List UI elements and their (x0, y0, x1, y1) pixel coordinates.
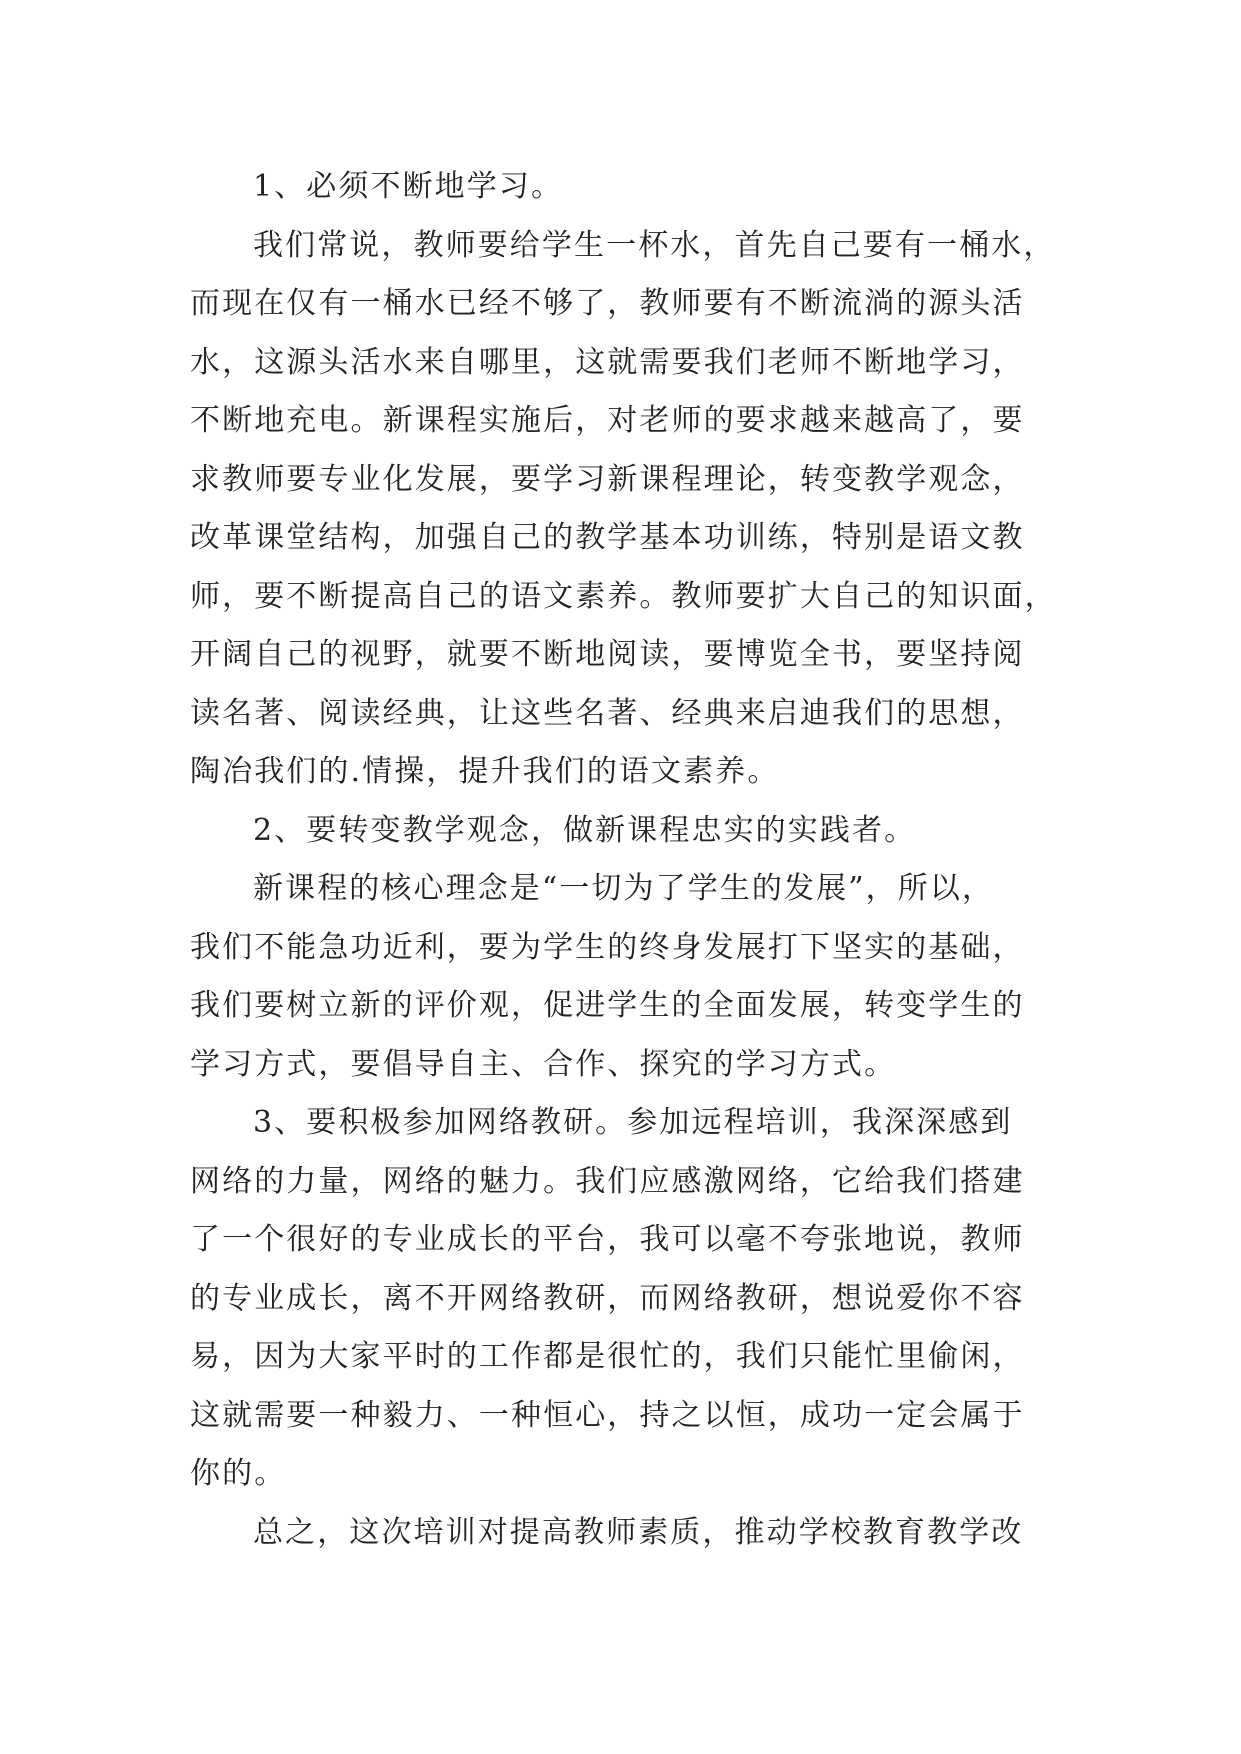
conclusion-line: 总之，这次培训对提高教师素质，推动学校教育教学改 (253, 1514, 1024, 1550)
paragraph-line: 开阔自己的视野，就要不断地阅读，要博览全书，要坚持阅 (190, 637, 1025, 672)
paragraph-line: 易，因为大家平时的工作都是很忙的，我们只能忙里偷闲， (190, 1339, 1025, 1374)
paragraph-line: 陶冶我们的.情操，提升我们的语文素养。 (190, 754, 780, 789)
paragraph-line: 不断地充电。新课程实施后，对老师的要求越来越高了，要 (190, 403, 1025, 438)
paragraph-line: 的专业成长，离不开网络教研，而网络教研，想说爱你不容 (190, 1280, 1025, 1316)
heading-point-3: 3、要积极参加网络教研。参加远程培训，我深深感到 (253, 1105, 1013, 1140)
paragraph-line: 学习方式，要倡导自主、合作、探究的学习方式。 (190, 1046, 897, 1082)
paragraph-line: 而现在仅有一桶水已经不够了，教师要有不断流淌的源头活 (190, 286, 1025, 321)
heading-point-2: 2、要转变教学观念，做新课程忠实的实践者。 (253, 812, 917, 848)
paragraph-line: 改革课堂结构，加强自己的教学基本功训练，特别是语文教 (190, 520, 1025, 555)
document-body (190, 158, 1057, 1562)
paragraph-line: 师，要不断提高自己的语文素养。教师要扩大自己的知识面， (190, 578, 1057, 614)
paragraph-line: 读名著、阅读经典，让这些名著、经典来启迪我们的思想， (190, 695, 1025, 731)
paragraph-line: 我们常说，教师要给学生一杯水，首先自己要有一桶水， (253, 227, 1056, 263)
heading-point-1: 1、必须不断地学习。 (253, 169, 564, 204)
paragraph-line: 求教师要专业化发展，要学习新课程理论，转变教学观念， (190, 461, 1025, 497)
paragraph-line: 这就需要一种毅力、一种恒心，持之以恒，成功一定会属于 (190, 1397, 1025, 1433)
paragraph-line: 水，这源头活水来自哪里，这就需要我们老师不断地学习， (190, 344, 1025, 380)
paragraph-line: 你的。 (190, 1456, 287, 1491)
paragraph-line: 网络的力量，网络的魅力。我们应感激网络，它给我们搭建 (190, 1163, 1025, 1199)
paragraph-line: 我们不能急功近利，要为学生的终身发展打下坚实的基础， (190, 929, 1025, 965)
paragraph-line: 了一个很好的专业成长的平台，我可以毫不夸张地说，教师 (190, 1222, 1025, 1257)
paragraph-line: 新课程的核心理念是“一切为了学生的发展”，所以， (253, 871, 995, 906)
paragraph-line: 我们要树立新的评价观，促进学生的全面发展，转变学生的 (190, 988, 1025, 1023)
